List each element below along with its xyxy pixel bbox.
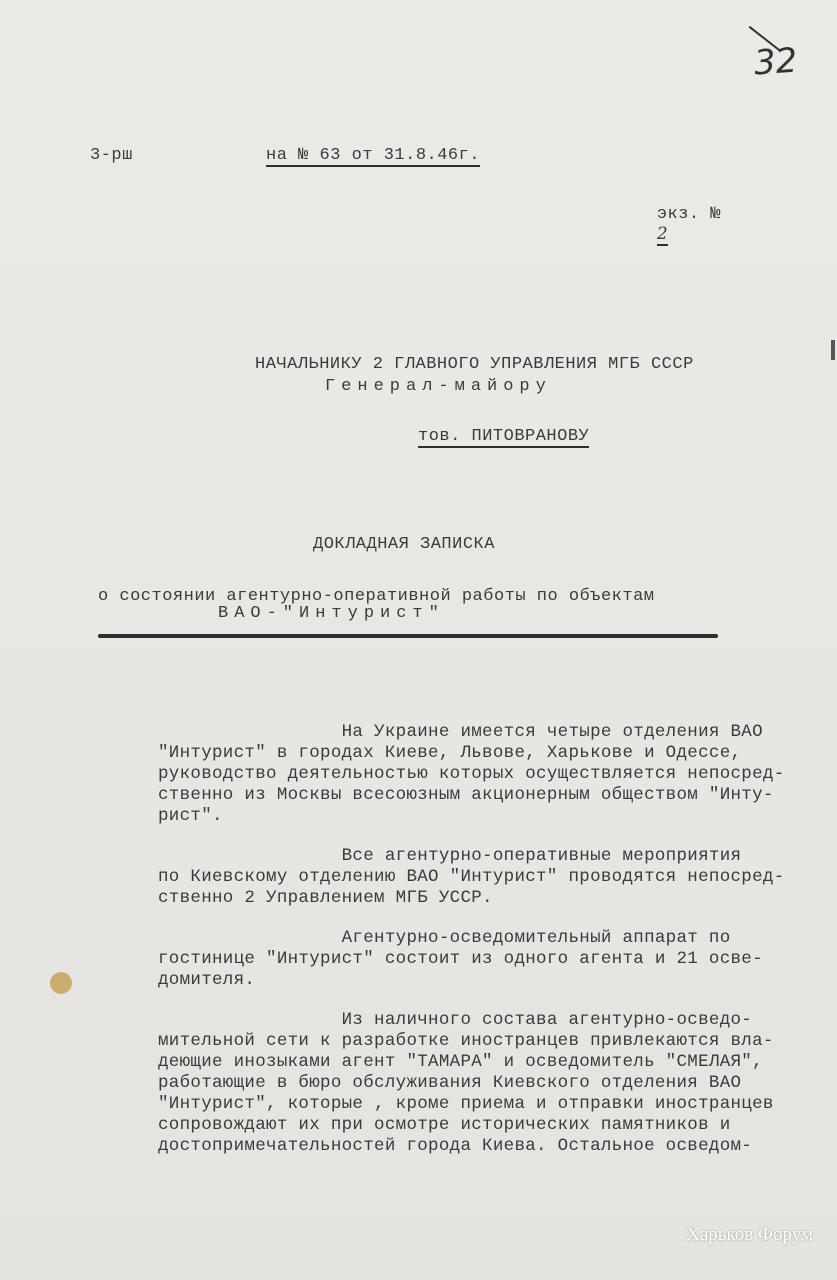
- addressee-line-2: Генерал-майору: [325, 377, 552, 396]
- body-text: [158, 722, 828, 1176]
- reference-code: 3-рш: [90, 146, 133, 165]
- copy-number: 2: [656, 224, 669, 244]
- folio-number: 32: [752, 40, 799, 84]
- reference-number: на № 63 от 31.8.46г.: [266, 146, 481, 165]
- paragraph: На Украине имеется четыре отделения ВАО "Интурист" в городах Киеве, Львове, Харькове и Одессе, руководство деятельностью которых осуществляется непосред- ственно из Москвы всесоюзным акционерным обществом "Инту- рист".: [158, 722, 785, 826]
- copy-label: экз. №: [656, 205, 722, 224]
- paragraph: Из наличного состава агентурно-осведо- мительной сети к разработке иностранцев привлекаются вла- деющие инозыками агент "ТАМАРА" и осведомитель "СМЕЛАЯ", работающие в бюро обслуживания Киевского отделения ВАО "Интурист", которые , кроме приема и отправки иностранцев сопровождают их при осмотре исторических памятников и достопримечательностей города Киева. Остальное осведом-: [158, 1010, 774, 1156]
- document-heading: ДОКЛАДНАЯ ЗАПИСКА: [313, 535, 495, 554]
- edge-mark: [831, 340, 835, 360]
- title-underline: [98, 634, 718, 638]
- addressee-line-3: тов. ПИТОВРАНОВУ: [418, 427, 590, 446]
- binding-hole: [50, 972, 72, 994]
- subject-line-1: о состоянии агентурно-оперативной работы по объектам: [98, 587, 655, 606]
- paragraph: Агентурно-осведомительный аппарат по гостинице "Интурист" состоит из одного агента и 21 осве- домителя.: [158, 928, 763, 990]
- paragraph: Все агентурно-оперативные мероприятия по Киевскому отделению ВАО "Интурист" проводятся непосред- ственно 2 Управлением МГБ УССР.: [158, 846, 785, 908]
- addressee-line-1: НАЧАЛЬНИКУ 2 ГЛАВНОГО УПРАВЛЕНИЯ МГБ СССР: [255, 355, 694, 374]
- watermark: Харьков Форум: [686, 1224, 813, 1245]
- subject-line-2: ВАО-"Интурист": [218, 604, 445, 623]
